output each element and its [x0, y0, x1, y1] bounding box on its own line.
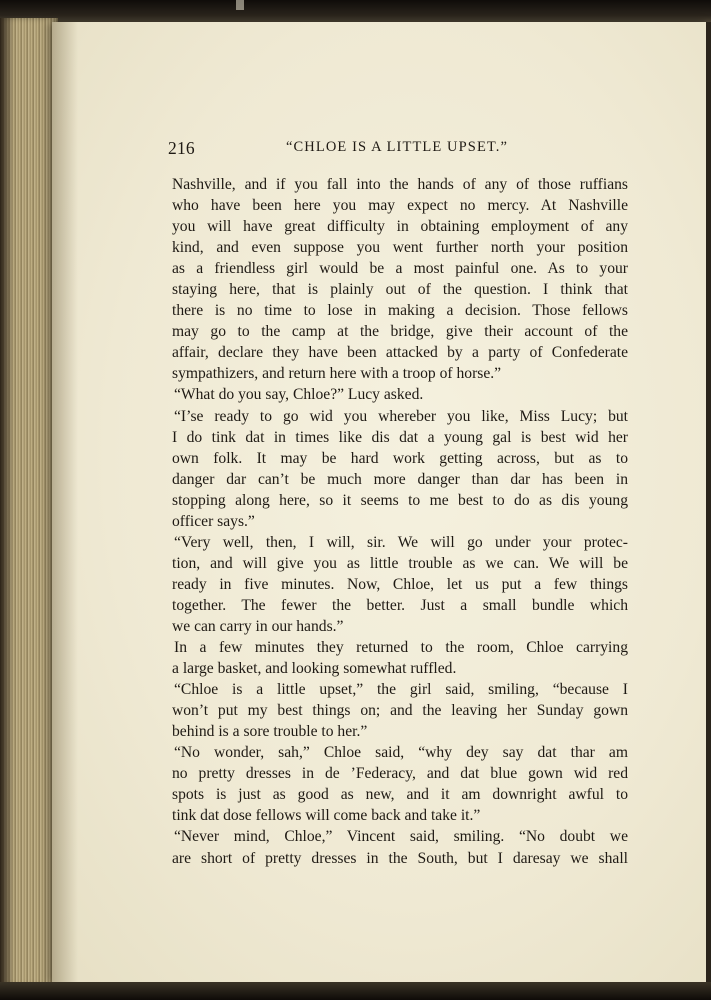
text-line: own folk. It may be hard work getting across, but as to [172, 449, 628, 467]
text-line: may go to the camp at the bridge, give their account of the [172, 323, 628, 341]
text-line: are short of pretty dresses in the South, but I daresay we shall [172, 849, 628, 867]
text-line: “Very well, then, I will, sir. We will go under your protec- [174, 533, 628, 551]
text-line: affair, declare they have been attacked by a party of Confederate [172, 344, 628, 362]
page-content [168, 138, 628, 869]
text-line: there is no time to lose in making a decision. Those fellows [172, 302, 628, 320]
text-line: danger dar can’t be much more danger than dar has been in [172, 470, 628, 488]
bottom-page-edge [0, 982, 711, 1000]
text-line: together. The fewer the better. Just a small bundle which [172, 596, 628, 614]
text-line: staying here, that is plainly out of the question. I think that [172, 281, 628, 299]
text-line: stopping along here, so it seems to me best to do as dis young [172, 491, 628, 509]
text-line: Nashville, and if you fall into the hands of any of those ruffians [172, 176, 628, 193]
text-line: won’t put my best things on; and the leaving her Sunday gown [172, 702, 628, 720]
text-line: behind is a sore trouble to her.” [172, 723, 368, 741]
text-line: sympathizers, and return here with a troop of horse.” [172, 365, 502, 383]
top-notch-mark [236, 0, 244, 10]
text-line: as a friendless girl would be a most painful one. As to your [172, 260, 628, 278]
running-head [168, 138, 628, 162]
body-text [172, 174, 628, 869]
text-line: “Chloe is a little upset,” the girl said, smiling, “because I [174, 681, 628, 699]
text-line: kind, and even suppose you went further north your position [172, 239, 628, 257]
text-line: tink dat dose fellows will come back and take it.” [172, 807, 481, 825]
text-line: “I’se ready to go wid you whereber you like, Miss Lucy; but [174, 407, 628, 425]
text-line: you will have great difficulty in obtaining employment of any [172, 218, 628, 236]
stacked-page-edges [0, 18, 58, 986]
running-title: “CHLOE IS A LITTLE UPSET.” [286, 139, 509, 155]
text-line: tion, and will give you as little trouble as we can. We will be [172, 554, 628, 572]
text-line: ready in five minutes. Now, Chloe, let us put a few things [172, 575, 628, 593]
right-page-edge [706, 22, 711, 984]
text-line: I do tink dat in times like dis dat a young gal is best wid her [172, 428, 628, 446]
gutter-shadow [52, 22, 78, 984]
text-line: officer says.” [172, 512, 255, 530]
text-line: we can carry in our hands.” [172, 617, 344, 635]
text-line: In a few minutes they returned to the room, Chloe carrying [174, 639, 628, 657]
text-line: “No wonder, sah,” Chloe said, “why dey say dat thar am [174, 744, 628, 762]
text-line: who have been here you may expect no mercy. At Nashville [172, 197, 628, 215]
text-line: “Never mind, Chloe,” Vincent said, smiling. “No doubt we [174, 828, 628, 846]
text-line: spots is just as good as new, and it am downright awful to [172, 786, 628, 804]
page-number: 216 [168, 138, 195, 158]
top-binding-edge [0, 0, 711, 22]
text-line: a large basket, and looking somewhat ruffled. [172, 660, 457, 678]
text-line: no pretty dresses in de ’Federacy, and dat blue gown wid red [172, 765, 628, 783]
text-line: “What do you say, Chloe?” Lucy asked. [174, 386, 424, 404]
